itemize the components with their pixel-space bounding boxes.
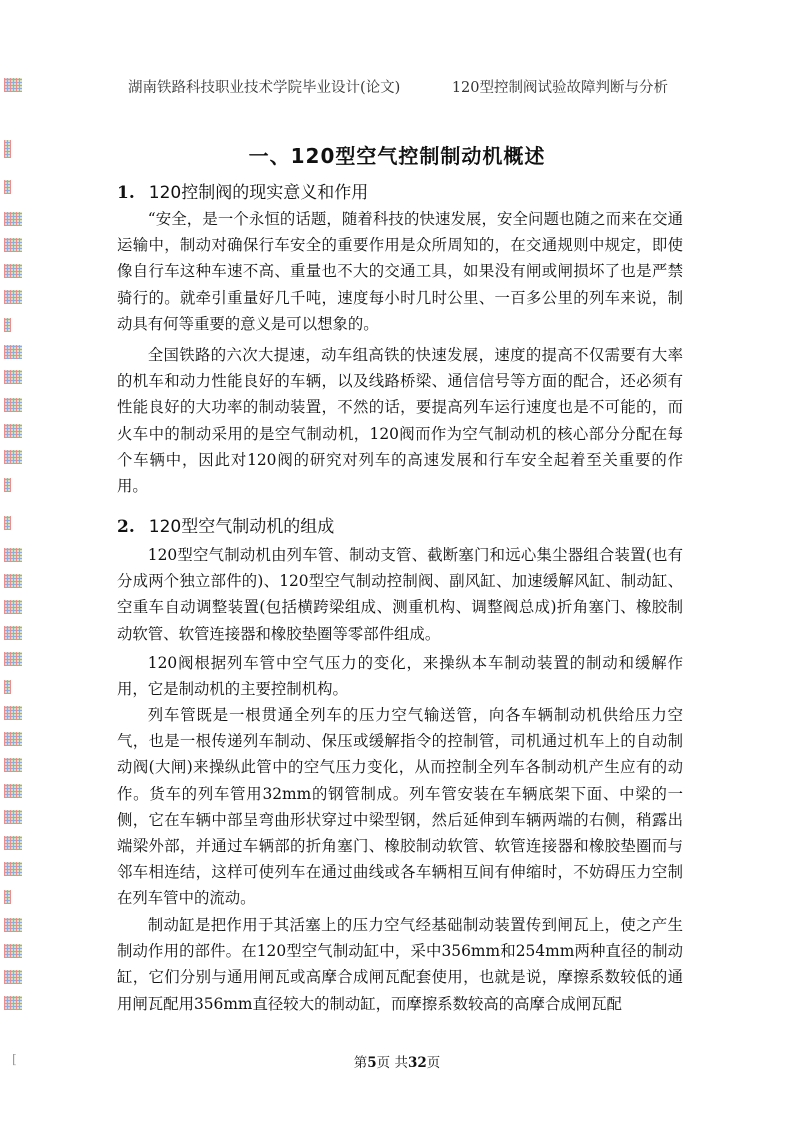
margin-noise [4,918,22,932]
section-number: 2. [117,517,135,537]
footer-prefix: 第 [353,1055,368,1071]
margin-noise [4,370,22,384]
footer-mark: [ [12,1052,17,1066]
section-heading-2 [117,512,334,537]
page-footer [0,1051,794,1071]
margin-noise [4,238,22,252]
paragraph: 列车管既是一根贯通全列车的压力空气输送管，向各车辆制动机供给压力空气，也是一根传递列车制动、保压或缓解指令的控制管，司机通过机车上的自动制动阀(大闸)来操纵此管中的空气压力变化，从而控制全列车各制动机产生应有的动作。货车的列车管用32mm的钢管制成。列车管安装在车辆底架下面、中梁的一侧，它在车辆中部呈弯曲形状穿过中梁型钢，然后延伸到车辆两端的右侧，稍露出端梁外部，并通过车辆部的折角塞门、橡胶制动软管、软管连接器和橡胶垫圈而与邻车相连结，这样可使列车在通过曲线或各车辆相互间有伸缩时，不妨碍压力空制在列车管中的流动。 [117,706,683,908]
margin-noise [4,810,22,824]
margin-noise [4,345,22,359]
paragraph: “安全，是一个永恒的话题，随着科技的快速发展，安全问题也随之而来在交通运输中，制动对确保行车安全的重要作用是众所周知的，在交通规则中规定，即使像自行车这种车速不高、重量也不大的交通工具，如果没有闸或闸损坏了也是严禁骑行的。就牵引重量好几千吨，速度每小时几时公里、一百多公里的列车来说，制动具有何等重要的意义是可以想象的。 [117,210,683,333]
margin-noise [4,836,22,850]
margin-noise [4,574,22,588]
margin-noise [4,78,22,92]
margin-noise [4,548,22,562]
margin-noise [4,212,22,226]
margin-noise [4,944,22,958]
margin-noise [4,652,22,666]
margin-noise [4,784,22,798]
margin-noise [4,478,11,492]
footer-suffix: 页 [426,1055,441,1071]
margin-noise [4,732,22,746]
margin-noise [4,424,22,438]
section-heading-1 [117,178,368,203]
margin-noise [4,680,11,694]
total-pages-number: 32 [407,1055,427,1071]
current-page-number: 5 [367,1055,377,1071]
paragraph: 全国铁路的六次大提速，动车组高铁的快速发展，速度的提高不仅需要有大率的机车和动力性能良好的车辆，以及线路桥梁、通信信号等方面的配合，还必须有性能良好的大功率的制动装置，不然的话，要提高列车运行速度也是不可能的，而火车中的制动采用的是空气制动机，120阀而作为空气制动机的核心部分分配在每个车辆中，因此对120阀的研究对列车的高速发展和行车安全起着至关重要的作用。 [117,346,683,496]
margin-noise [4,398,22,412]
margin-noise [4,600,22,614]
header-left-title: 湖南铁路科技职业技术学院毕业设计(论文) [128,80,401,96]
footer-middle: 页 共 [376,1055,408,1071]
margin-noise [4,516,11,530]
paragraph: 120型空气制动机由列车管、制动支管、截断塞门和远心集尘器组合装置(也有分成两个独立部件的)、120型空气制动控制阀、副风缸、加速缓解风缸、制动缸、空重车自动调整装置(包括横跨梁组成、测重机构、调整阀总成)折角塞门、橡胶制动软管、软管连接器和橡胶垫圈等零部件组成。 [117,546,683,643]
paragraph: 制动缸是把作用于其活塞上的压力空气经基础制动装置传到闸瓦上，使之产生制动作用的部件。在120型空气制动缸中，采中356mm和254mm两种直径的制动缸，它们分别与通用闸瓦或高摩合成闸瓦配套使用，也就是说，摩擦系数较低的通用闸瓦配用356mm直径较大的制动缸，而摩擦系数较高的高摩合成闸瓦配 [117,916,683,1013]
section-title-text: 120控制阀的现实意义和作用 [148,183,369,203]
margin-noise [4,290,22,304]
margin-noise [4,706,22,720]
margin-noise [4,180,11,194]
margin-noise [4,318,11,332]
margin-noise [4,890,11,904]
margin-noise [4,450,22,464]
margin-noise [4,758,22,772]
margin-noise [4,264,22,278]
margin-noise [4,996,22,1010]
header-right-title: 120型控制阀试验故障判断与分析 [451,80,668,96]
margin-noise [4,626,22,640]
section-title-text: 120型空气制动机的组成 [148,517,335,537]
margin-noise [4,970,22,984]
section-number: 1. [117,183,135,203]
chapter-title: 一、120型空气控制制动机概述 [248,144,546,168]
paragraph: 120阀根据列车管中空气压力的变化，来操纵本车制动装置的制动和缓解作用，它是制动机的主要控制机构。 [117,654,683,699]
margin-noise [4,862,22,876]
